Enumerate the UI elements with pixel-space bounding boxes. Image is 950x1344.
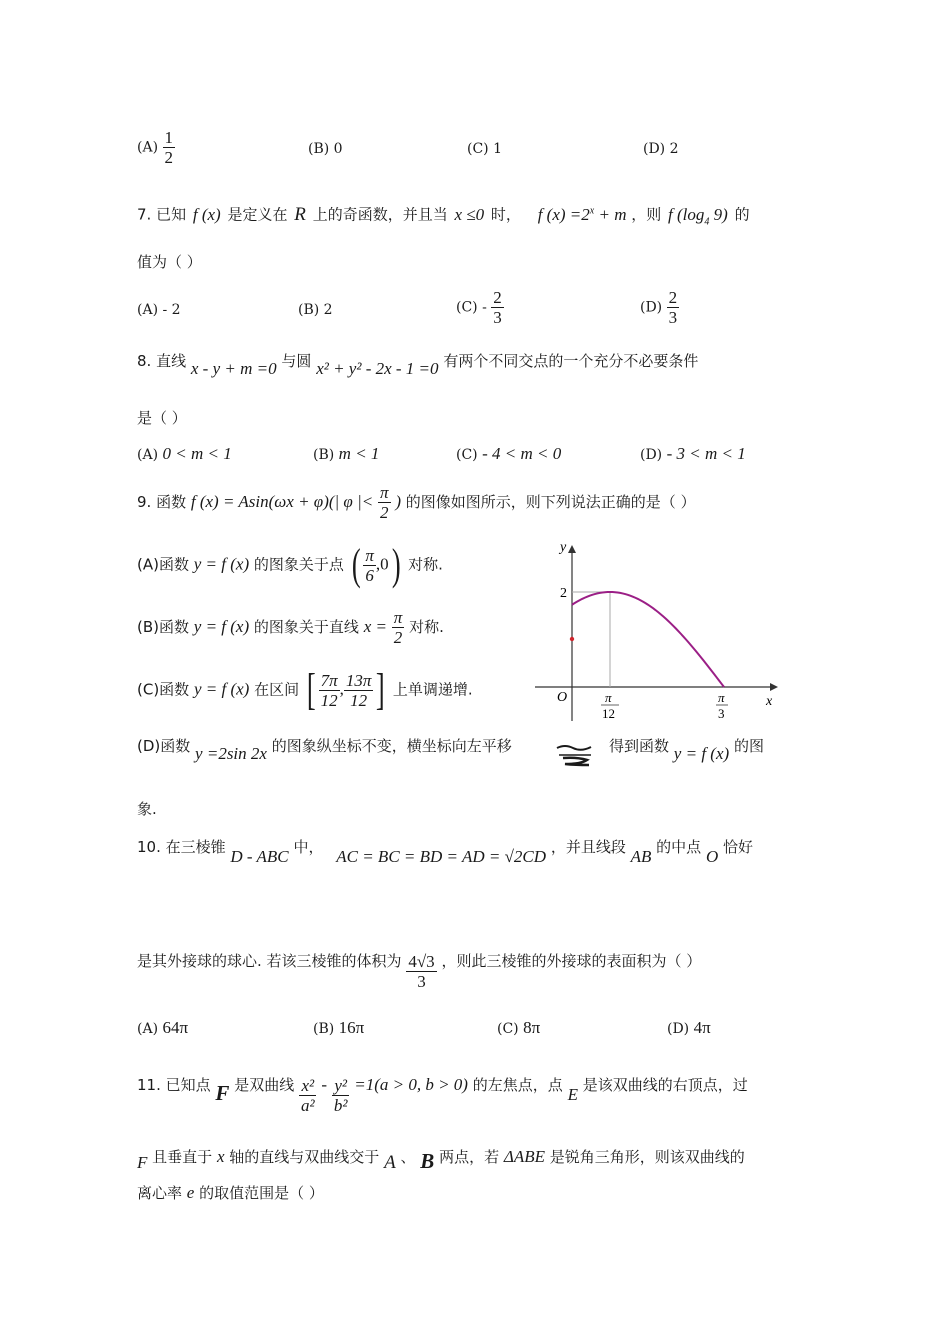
q7-option-b: (B) 2 xyxy=(298,302,333,318)
q6-a-fraction: $\frac{1}{2}$ xyxy=(164,128,173,167)
q8-stem: 8. 直线 x - y + m =0 与圆 x² + y² - 2x - 1 =0 有两个不同交点的一个充分不必要条件 xyxy=(137,352,699,378)
q9-option-c: (C)函数 y = f (x) 在区间 [ $\frac{7\pi}{12}$ , $\frac{13\pi}{12}$ ] 上单调递增. xyxy=(137,665,473,714)
q8-option-a: (A) 0 < m < 1 xyxy=(137,444,232,463)
q6-option-a xyxy=(137,128,175,167)
x-tick1-den: 12 xyxy=(602,706,615,721)
q7-stem: 7. 已知 f (x) 是定义在 R 上的奇函数，并且当 x ≤0 时， f $(x) =2^x + m$ ，则 f ($\log_4$ 9) 的 xyxy=(137,203,750,228)
q6-a-label: (A) xyxy=(137,139,159,156)
origin-label: O xyxy=(557,690,568,705)
q9-option-d: (D)函数 y =2sin 2x 的图象纵坐标不变，横坐标向左平移 xyxy=(137,737,512,763)
y-axis-arrow xyxy=(568,545,576,553)
q9-option-b: (B)函数 y = f (x) 的图象关于直线 x = $\frac{\pi}{2}$ 对称. xyxy=(137,608,444,647)
q6-option-b: (B) 0 xyxy=(308,141,343,157)
q8-option-b: (B) m < 1 xyxy=(313,444,380,463)
q11-stem-line2: F 且垂直于 x 轴的直线与双曲线交于 A 、 B 两点，若 ΔABE 是锐角三角形，则该双曲线的 xyxy=(137,1147,745,1173)
shift-amount-image xyxy=(551,738,601,768)
q7-function-expr: f $(x) =2^x + m$ xyxy=(537,204,627,224)
q9-stem: 9. 函数 f (x) = Asin(ωx + φ)(| φ |< $\frac{\pi}{2}$ ) 的图像如图所示，则下列说法正确的是（ ） xyxy=(137,483,696,522)
x-axis-arrow xyxy=(770,683,778,691)
x-tick2-num: π xyxy=(718,690,725,705)
q9-option-d-line2: 象. xyxy=(137,800,157,818)
q7-stem-line2: 值为（ ） xyxy=(137,253,202,271)
y-tick-label: 2 xyxy=(560,586,567,601)
sine-graph xyxy=(530,535,790,725)
q10-option-d: (D) 4π xyxy=(667,1018,711,1037)
y-axis-label: y xyxy=(560,540,567,555)
q11-stem: 11. 已知点 F 是双曲线 $\frac{\text{x²}}{\text{a²}}$ - $\frac{\text{y²}}{\text{b²}}$ =1(a > 0, b > 0) 的左焦点，点 E 是该双曲线的右顶点，过 xyxy=(137,1075,748,1115)
q7-option-c: (C) - $\frac{2}{3}$ xyxy=(456,288,502,327)
x-tick1-num: π xyxy=(605,690,612,705)
q10-stem: 10. 在三棱锥 D - ABC 中， AC = BC = BD = AD = √2CD ，并且线段 AB 的中点 O 恰好 xyxy=(137,838,754,866)
q8-option-c: (C) - 4 < m < 0 xyxy=(456,444,562,463)
x-tick2-den: 3 xyxy=(718,706,725,721)
q6-option-d: (D) 2 xyxy=(643,141,679,157)
q10-option-c: (C) 8π xyxy=(497,1018,541,1037)
q6-option-c: (C) 1 xyxy=(467,141,502,157)
q8-stem-line2: 是（ ） xyxy=(137,409,187,427)
q9-option-a: (A)函数 y = f (x) 的图象关于点 ( $\frac{\pi}{6}$ ,0) 对称. xyxy=(137,540,443,589)
q7-log-expr: f ($\log_4$ 9) xyxy=(668,204,728,228)
q11-stem-line3: 离心率 e 的取值范围是（ ） xyxy=(137,1183,324,1202)
q7-option-d: (D) $\frac{2}{3}$ xyxy=(640,288,678,327)
q10-stem-line2: 是其外接球的球心. 若该三棱锥的体积为 $\frac{4√3}{3}$ ，则此三棱锥的外接球的表面积为（ ） xyxy=(137,952,702,991)
sine-curve xyxy=(572,592,724,687)
q7-option-a: (A) - 2 xyxy=(137,302,181,318)
q10-option-b: (B) 16π xyxy=(313,1018,365,1037)
x-axis-label: x xyxy=(766,694,773,709)
y-intercept-dot xyxy=(570,637,574,641)
q8-option-d: (D) - 3 < m < 1 xyxy=(640,444,746,463)
q10-option-a: (A) 64π xyxy=(137,1018,189,1037)
q9-option-d-tail: 得到函数 y = f (x) 的图 xyxy=(609,737,764,763)
